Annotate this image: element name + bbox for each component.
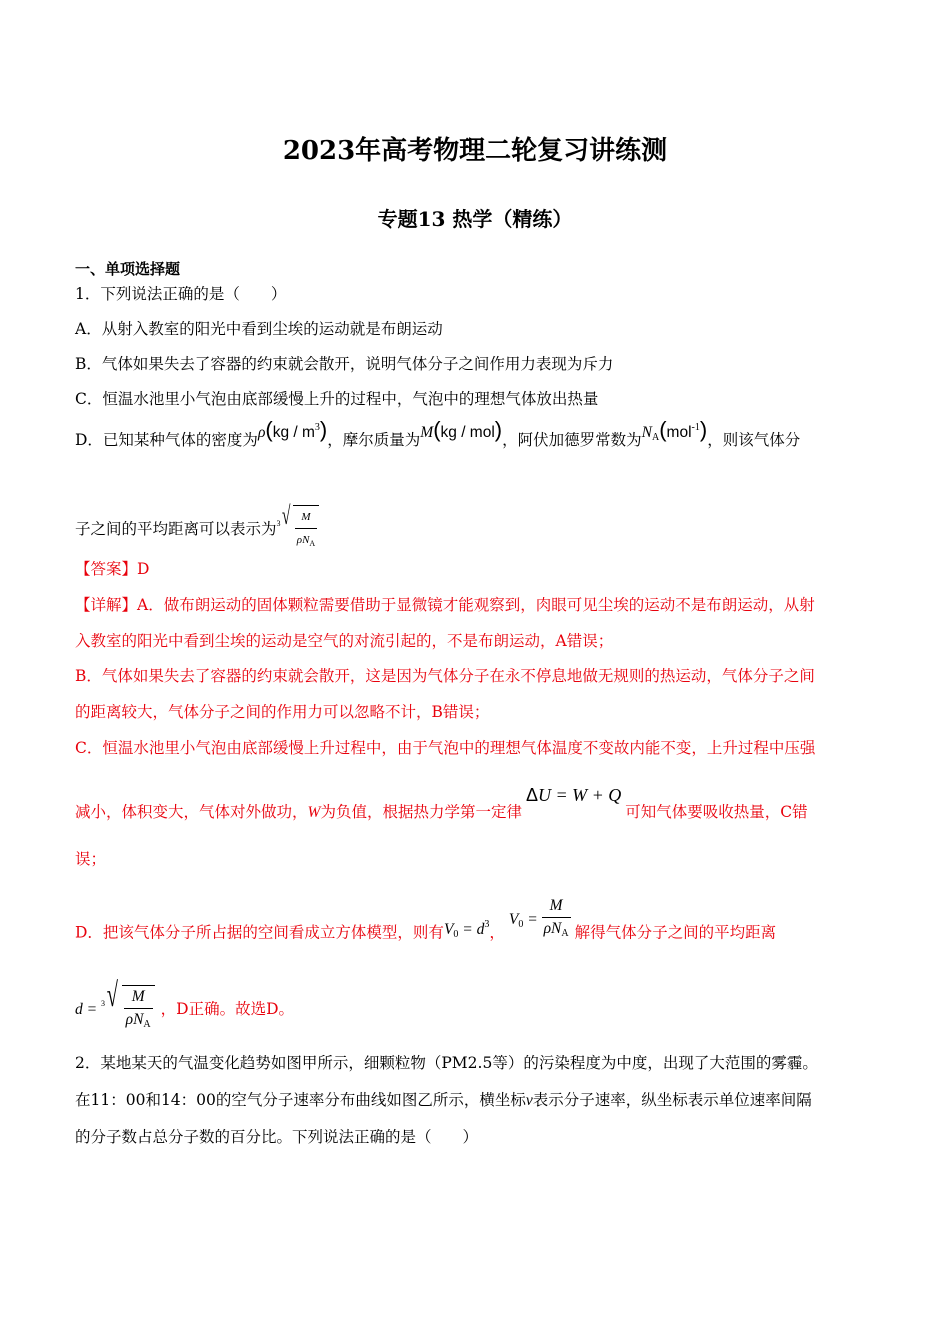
q1-option-d-cont (75, 501, 319, 555)
page-subtitle: 专题13 热学（精练） (377, 207, 573, 231)
q1-answer: 【答案】D (75, 560, 150, 578)
detail-d-text-1b: ， (489, 923, 505, 942)
q1-option-d-text-5: 子之间的平均距离可以表示为 (75, 520, 277, 538)
page-title: 2023年高考物理二轮复习讲练测 (282, 136, 668, 166)
q1-option-c: C．恒温水池里小气泡由底部缓慢上升的过程中，气泡中的理想气体放出热量 (75, 390, 599, 408)
work-symbol: W (307, 804, 321, 821)
q1-option-d-text-4: ，则该气体分 (707, 431, 801, 449)
density-formula: $\rho(kg / m^3)$ (257, 417, 328, 442)
q2-line-1: 2．某地某天的气温变化趋势如图甲所示，细颗粒物（PM2.5等）的污染程度为中度，出现了大范围的雾霾。 (75, 1054, 818, 1072)
q2-text-2a: 在11：00和14：00的空气分子速率分布曲线如图乙所示，横坐标 (75, 1091, 526, 1109)
q1-stem: 1．下列说法正确的是（ ） (75, 285, 287, 303)
q1-option-d-text-1: D．已知某种气体的密度为 (75, 431, 258, 449)
distance-root-formula: 3 √ $\frac{M}{\rho N_A}$ (277, 505, 320, 555)
q1-detail-d-1 (75, 897, 777, 959)
q1-detail-a-2: 入教室的阳光中看到尘埃的运动是空气的对流引起的，不是布朗运动，A错误； (75, 632, 614, 650)
molecular-volume-formula: $V_0$ = $\frac{M}{\rho N_A}$ (508, 897, 569, 939)
avogadro-formula: $N_A(mol^{-1})$ (641, 417, 708, 443)
q1-option-d (75, 417, 801, 457)
q1-option-a: A．从射入教室的阳光中看到尘埃的运动就是布朗运动 (75, 320, 443, 338)
q1-detail-b-2: 的距离较大，气体分子之间的作用力可以忽略不计，B错误； (75, 703, 490, 721)
detail-label: 【详解】 (75, 596, 138, 614)
q1-option-d-text-2: ，摩尔质量为 (327, 431, 421, 449)
speed-symbol: v (525, 1092, 533, 1109)
q1-option-d-text-3: ，阿伏加德罗常数为 (502, 431, 642, 449)
detail-d-text-1a: D．把该气体分子所占据的空间看成立方体模型，则有 (75, 923, 444, 942)
q1-detail-c-1: C．恒温水池里小气泡由底部缓慢上升过程中，由于气泡中的理想气体温度不变故内能不变，上升过程中压强 (75, 739, 816, 757)
detail-c-text-2a: 减小，体积变大，气体对外做功， (75, 803, 308, 821)
section-heading: 一、单项选择题 (75, 260, 181, 278)
cube-volume-formula: $V_0 = d^3$ (443, 918, 490, 940)
detail-c-text-2d: 可知气体要吸收热量，C错 (625, 803, 808, 821)
q1-option-b: B．气体如果失去了容器的约束就会散开，说明气体分子之间作用力表现为斥力 (75, 355, 614, 373)
molar-mass-formula: M(kg / mol) (420, 417, 503, 442)
q2-line-2 (75, 1089, 812, 1112)
detail-a-text-1: A．做布朗运动的固体颗粒需要借助于显微镜才能观察到，肉眼可见尘埃的运动不是布朗运动，从射 (137, 596, 815, 614)
detail-d-text-1c: 解得气体分子之间的平均距离 (574, 923, 777, 942)
first-law-formula: ΔU = W + Q (525, 785, 622, 805)
q1-detail-b-1: B．气体如果失去了容器的约束就会散开，这是因为气体分子在永不停息地做无规则的热运动，气体分子之间 (75, 667, 815, 685)
q2-line-3: 的分子数占总分子数的百分比。下列说法正确的是（ ） (75, 1128, 479, 1146)
detail-c-text-2c: 为负值，根据热力学第一定律 (320, 803, 522, 821)
detail-d-text-2: ，D正确。故选D。 (160, 1000, 295, 1019)
distance-result-formula: d = 3 √ $\frac{M}{\rho N_A}$ (75, 1001, 155, 1018)
q1-detail-d-2 (75, 977, 295, 1036)
q1-detail-a-1 (75, 594, 815, 616)
q2-text-2c: 表示分子速率，纵坐标表示单位速率间隔 (532, 1091, 812, 1109)
q1-detail-c-3: 误； (75, 850, 107, 868)
q1-detail-c-2 (75, 785, 808, 824)
